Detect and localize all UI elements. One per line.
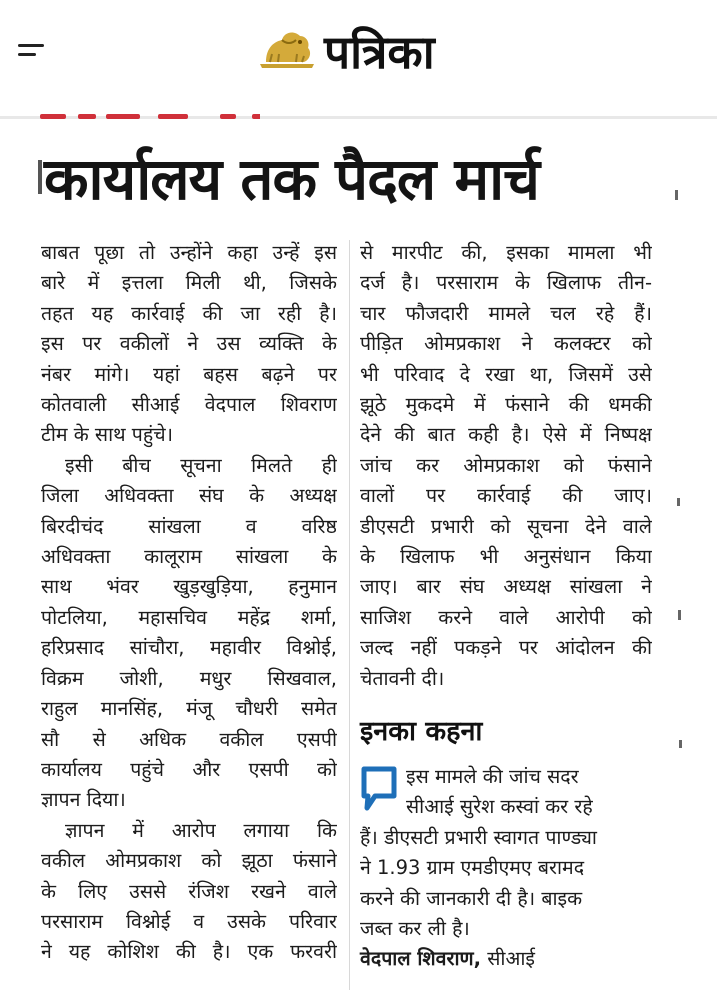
text-line: देने की बात कही है। ऐसे में निष्पक्ष (360, 423, 652, 447)
text-line: विक्रम जोशी, मधुर सिखवाल, (41, 666, 337, 690)
top-bar (0, 0, 717, 112)
quote-block (360, 762, 652, 975)
edge-mark (679, 740, 682, 748)
text-line: अधिवक्ता कालूराम सांखला के (41, 545, 337, 569)
text-line: जिला अधिवक्ता संघ के अध्यक्ष (41, 484, 337, 508)
text-line: कार्यालय पहुंचे और एसपी को (41, 757, 337, 781)
byline-name: वेदपाल शिवराण, (360, 947, 482, 971)
text-line: कोतवाली सीआई वेदपाल शिवराण (41, 393, 337, 417)
text-line: पोटलिया, महासचिव महेंद्र शर्मा, (41, 605, 337, 629)
text-line: के लिए उससे रंजिश रखने वाले (41, 879, 337, 903)
text-line: डीएसटी प्रभारी को सूचना देने वाले (360, 514, 652, 538)
edge-mark (678, 610, 681, 620)
text-line: परसाराम विश्नोई व उसके परिवार (41, 909, 337, 933)
text-line: जल्द नहीं पकड़ने पर आंदोलन की (360, 636, 652, 660)
quote-line: ने 1.93 ग्राम एमडीएमए बरामद (360, 856, 585, 880)
edge-mark (675, 190, 678, 200)
text-line: हरिप्रसाद सांचौरा, महावीर विश्नोई, (41, 636, 337, 660)
text-line: टीम के साथ पहुंचे। (41, 423, 174, 447)
headline: कार्यालय तक पैदल मार्च (44, 145, 539, 213)
lion-emblem-icon (252, 24, 322, 70)
text-line: बारे में इत्तला मिली थी, जिसके (41, 271, 337, 295)
text-line: ने यह कोशिश की है। एक फरवरी (41, 940, 337, 964)
right-column (360, 238, 652, 694)
text-line: ज्ञापन दिया। (41, 788, 126, 812)
quote-line: सीआई सुरेश कस्वां कर रहे (406, 795, 593, 819)
quote-line: इस मामले की जांच सदर (406, 765, 579, 788)
text-line: इसी बीच सूचना मिलते ही (65, 453, 337, 477)
text-line: झूठे मुकदमे में फंसाने की धमकी (360, 393, 652, 417)
text-line: पीड़ित ओमप्रकाश ने कलक्टर को (360, 332, 652, 356)
text-line: जाए। बार संघ अध्यक्ष सांखला ने (360, 575, 652, 599)
text-line: वकील ओमप्रकाश को झूठा फंसाने (41, 849, 337, 873)
text-line: साजिश करने वाले आरोपी को (360, 605, 652, 629)
text-line: तहत यह कार्रवाई की जा रही है। (41, 301, 337, 325)
headline-marker (38, 160, 42, 194)
text-line: नंबर मांगे। यहां बहस बढ़ने पर (41, 362, 337, 386)
text-line: वालों पर कार्रवाई की जाए। (360, 484, 652, 508)
column-divider (349, 240, 350, 990)
text-line: ज्ञापन में आरोप लगाया कि (65, 818, 337, 842)
kicker-strip (40, 108, 260, 130)
hamburger-menu-icon[interactable] (18, 40, 52, 64)
text-line: जांच कर ओमप्रकाश को फंसाने (360, 453, 652, 477)
byline-title: सीआई (487, 947, 535, 971)
text-line: दर्ज है। परसाराम के खिलाफ तीन- (360, 271, 652, 295)
text-line: बाबत पूछा तो उन्होंने कहा उन्हें इस (41, 241, 337, 264)
text-line: के खिलाफ भी अनुसंधान किया (360, 545, 652, 569)
text-line: सौ से अधिक वकील एसपी (41, 727, 337, 751)
left-column (41, 238, 337, 968)
text-line: इस पर वकीलों ने उस व्यक्ति के (41, 332, 337, 356)
text-line: चेतावनी दी। (360, 666, 445, 690)
quote-line: जब्त कर ली है। (360, 917, 470, 941)
text-line: बिरदीचंद सांखला व वरिष्ठ (41, 514, 337, 538)
text-line: से मारपीट की, इसका मामला भी (360, 241, 652, 264)
text-line: राहुल मानसिंह, मंजू चौधरी समेत (41, 697, 337, 721)
brand-name: पत्रिका (324, 25, 435, 79)
edge-mark (677, 498, 680, 506)
text-line: चार फौजदारी मामले चल रहे हैं। (360, 301, 652, 325)
quote-line: हैं। डीएसटी प्रभारी स्वागत पाण्ड्या (360, 825, 597, 849)
section-subhead: इनका कहना (360, 716, 483, 747)
text-line: साथ भंवर खुड़खुड़िया, हनुमान (41, 575, 337, 599)
text-line: भी परिवाद दे रखा था, जिसमें उसे (360, 362, 652, 386)
byline (360, 944, 652, 974)
quote-line: करने की जानकारी दी है। बाइक (360, 886, 583, 910)
